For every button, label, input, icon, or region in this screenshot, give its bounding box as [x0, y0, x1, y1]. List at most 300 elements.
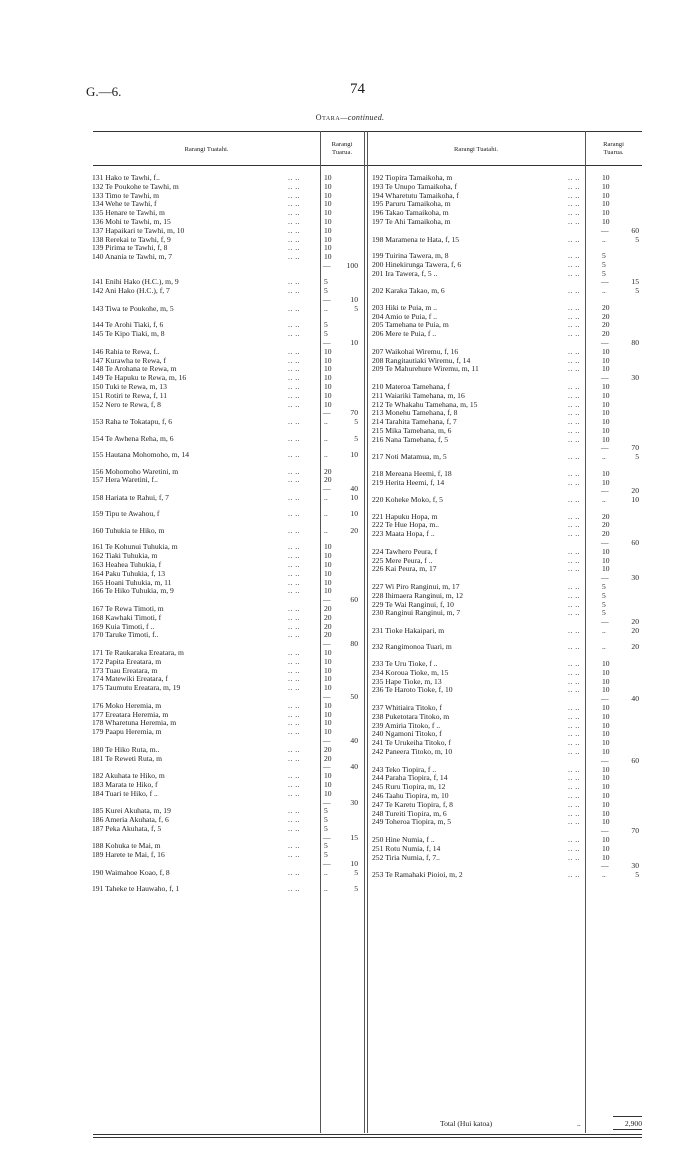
entry-name: 166 Te Hiko Tuhukia, m, 9 [92, 586, 174, 596]
leader-dots: .. .. [568, 667, 580, 677]
subtotal-value: 40 [631, 694, 639, 704]
entry-name: 193 Te Unupo Tamaikoha, f [372, 181, 457, 191]
entry-name: 158 Hariata te Rahui, f, 7 [92, 492, 169, 502]
leader-dots: .. .. [288, 850, 300, 860]
entry-count: .. [324, 433, 328, 443]
entry-count: 5 [324, 320, 328, 330]
entry-count: 10 [602, 720, 610, 730]
leader-dots: .. .. [568, 852, 580, 862]
entry-name: 177 Ereatara Heremia, m [92, 709, 169, 719]
leader-dots: .. .. [568, 843, 580, 853]
leader-dots: .. .. [568, 720, 580, 730]
list-item [92, 885, 362, 894]
entry-count: .. [324, 509, 328, 519]
entry-count: 10 [324, 355, 332, 365]
entry-count: 10 [602, 390, 610, 400]
entry-count: 5 [324, 277, 328, 287]
list-item [92, 305, 362, 314]
subtotal-value: 70 [631, 443, 639, 453]
entry-count: 10 [602, 425, 610, 435]
list-item [372, 496, 642, 505]
leader-dots: .. .. [288, 665, 300, 675]
entry-name: 165 Hoani Tuhukia, m, 11 [92, 577, 172, 587]
leader-dots: .. .. [288, 647, 300, 657]
entry-name: 162 Tiaki Tuhukia, m [92, 551, 158, 561]
entry-count: .. [324, 450, 328, 460]
leader-dots: .. .. [288, 884, 300, 894]
entry-count: 5 [324, 841, 328, 851]
entry-name: 246 Taahu Tiopira, m, 10 [372, 790, 449, 800]
subtotal-rule: — [601, 486, 609, 496]
leader-dots: .. .. [568, 738, 580, 748]
list-item [92, 287, 362, 296]
entry-name: 175 Taumutu Ereatara, m, 19 [92, 683, 181, 693]
entry-name: 219 Herita Heemi, f, 14 [372, 477, 445, 487]
list-item [92, 435, 362, 444]
entry-count: 20 [602, 529, 610, 539]
list-item [372, 453, 642, 462]
entry-name: 148 Te Arohana te Rewa, m [92, 364, 177, 374]
subtotal-rule: — [323, 295, 331, 305]
subtotal-value: 50 [350, 691, 358, 701]
entry-name: 164 Paku Tuhukia, f, 13 [92, 568, 165, 578]
list-item [372, 871, 642, 880]
entry-count: 5 [324, 286, 328, 296]
entry-name: 136 Mohi te Tawhi, m, 15 [92, 216, 171, 226]
entry-count: 5 [602, 582, 606, 592]
leader-dots: .. .. [288, 390, 300, 400]
entry-name: 131 Hako te Tawhi, f.. [92, 173, 160, 182]
entry-name: 152 Nero te Rewa, f, 8 [92, 399, 161, 409]
leader-dots: .. .. [288, 466, 300, 476]
entry-name: 214 Tarahita Tamehana, f, 7 [372, 417, 457, 427]
entry-count: 10 [324, 373, 332, 383]
subtotal-value: 30 [631, 861, 639, 871]
entry-name: 220 Koheke Moko, f, 5 [372, 495, 443, 505]
subtotal-rule: — [601, 277, 609, 287]
subtotal-value: 20 [631, 617, 639, 627]
leader-dots: .. .. [568, 190, 580, 200]
entry-count: 10 [324, 718, 332, 728]
entry-count: 10 [324, 700, 332, 710]
entry-name: 157 Hera Waretini, f.. [92, 475, 158, 485]
entry-name: 200 Hinekirunga Tawera, f, 6 [372, 259, 462, 269]
entry-count: 5 [324, 815, 328, 825]
entry-name: 173 Tuau Ereatara, m [92, 665, 158, 675]
entry-name: 232 Rangimonoa Tuari, m [372, 642, 452, 652]
subtotal-rule: — [323, 691, 331, 701]
table-bottom-rule-2 [93, 1137, 642, 1138]
entry-count: 10 [602, 799, 610, 809]
list-item [92, 851, 362, 860]
leader-dots: .. .. [288, 771, 300, 781]
total-rule-bottom [613, 1129, 642, 1130]
entry-name: 186 Ameria Akuhata, f, 6 [92, 815, 169, 825]
entry-name: 205 Tamehana te Puia, m [372, 320, 449, 330]
entry-count: 10 [324, 243, 332, 253]
entry-count: 5 [324, 806, 328, 816]
entry-name: 215 Mika Tamehana, m, 6 [372, 425, 452, 435]
entry-name: 192 Tiopira Tamaikoha, m [372, 173, 453, 182]
subtotal-value: 20 [631, 626, 639, 635]
subtotal-rule: — [601, 861, 609, 871]
leader-dots: .. .. [288, 656, 300, 666]
subtotal-value: 30 [350, 797, 358, 807]
left-count-header [320, 141, 364, 156]
leader-dots: .. .. [288, 234, 300, 244]
leader-dots: .. .. [288, 753, 300, 763]
entry-name: 160 Tuhukia te Hiko, m [92, 525, 165, 535]
entry-name: 237 Whitiaira Titoko, f [372, 702, 442, 712]
leader-dots: .. .. [288, 841, 300, 851]
entry-count: 10 [324, 399, 332, 409]
entry-count: 10 [602, 173, 610, 182]
leader-dots: .. .. [568, 399, 580, 409]
entry-count: 10 [602, 190, 610, 200]
entry-count: 10 [602, 468, 610, 478]
subtotal-value: 5 [354, 884, 358, 894]
leader-dots: .. .. [568, 495, 580, 505]
entry-name: 206 Mere te Puia, f .. [372, 329, 437, 339]
entry-count: 5 [324, 850, 328, 860]
entry-count: 10 [602, 417, 610, 427]
entry-name: 135 Henare te Tawhi, m [92, 208, 165, 218]
entry-count: 10 [602, 667, 610, 677]
entry-name: 199 Tuirina Tawera, m, 8 [372, 251, 449, 261]
list-item [372, 236, 642, 245]
entry-name: 208 Rangitautiaki Wiremu, f, 14 [372, 355, 471, 365]
subtotal-value: 5 [635, 286, 639, 296]
entry-count: 10 [324, 586, 332, 596]
entry-name: 248 Tureiti Tiopira, m, 6 [372, 808, 447, 818]
entry-name: 161 Te Kohunui Tuhukia, m [92, 542, 178, 552]
entry-count: 10 [324, 709, 332, 719]
subtotal-rule: — [323, 639, 331, 649]
entry-count: 10 [602, 434, 610, 444]
entry-name: 225 Mere Peura, f .. [372, 555, 433, 565]
entry-name: 204 Amio te Puia, f .. [372, 311, 437, 321]
entry-count: 10 [324, 208, 332, 218]
leader-dots: .. .. [288, 542, 300, 552]
entry-count: 10 [602, 729, 610, 739]
entry-name: 142 Ani Hako (H.C.), f, 7 [92, 286, 170, 296]
entry-count: 20 [324, 621, 332, 631]
subtotal-value: 100 [346, 260, 358, 270]
leader-dots: .. .. [288, 225, 300, 235]
subtotal-value: 70 [350, 408, 358, 418]
entry-name: 238 Puketotara Titoko, m [372, 711, 450, 721]
entry-count: 10 [602, 555, 610, 565]
list-item [372, 627, 642, 636]
entry-name: 139 Pirima te Tawhi, f, 8 [92, 243, 168, 253]
entry-name: 183 Marata te Hiko, f [92, 779, 158, 789]
leader-dots: .. .. [288, 621, 300, 631]
subtotal-value: 10 [350, 492, 358, 502]
leader-dots: .. .. [288, 788, 300, 798]
section-continued: —continued. [340, 113, 385, 122]
leader-dots: .. .. [568, 782, 580, 792]
entry-name: 222 Te Hue Hopa, m.. [372, 520, 440, 530]
entry-count: 10 [602, 381, 610, 391]
subtotal-rule: — [323, 762, 331, 772]
entry-count: 10 [602, 764, 610, 774]
subtotal-rule: — [601, 443, 609, 453]
entry-count: 10 [324, 252, 332, 262]
document-ref: G.—6. [86, 84, 122, 99]
entry-name: 253 Te Ramahaki Pioioi, m, 2 [372, 870, 463, 880]
entry-count: 20 [324, 753, 332, 763]
entry-count: .. [602, 642, 606, 652]
entry-count: 10 [602, 738, 610, 748]
entry-name: 181 Te Reweti Ruta, m [92, 753, 162, 763]
subtotal-rule: — [323, 408, 331, 418]
leader-dots: .. .. [288, 492, 300, 502]
leader-dots: .. .. [288, 603, 300, 613]
leader-dots: .. .. [288, 243, 300, 253]
entry-name: 171 Te Raukaraka Ereatara, m [92, 647, 184, 657]
leader-dots: .. .. [288, 286, 300, 296]
subtotal-rule: — [601, 826, 609, 836]
entry-name: 149 Te Hapuku te Rewa, m, 16 [92, 373, 187, 383]
leader-dots: .. .. [568, 173, 580, 182]
leader-dots: .. .. [288, 630, 300, 640]
entry-name: 229 Te Wai Ranginui, f, 10 [372, 599, 454, 609]
leader-dots: .. .. [288, 190, 300, 200]
entry-name: 187 Peka Akuhata, f, 5 [92, 823, 162, 833]
subtotal-rule: — [601, 694, 609, 704]
entry-name: 244 Paraha Tiopira, f, 14 [372, 773, 448, 783]
entry-count: 20 [324, 612, 332, 622]
leader-dots: .. .. [568, 181, 580, 191]
subtotal-rule: — [323, 832, 331, 842]
entry-count: 20 [324, 466, 332, 476]
entry-name: 174 Matewiki Ereatara, f [92, 674, 168, 684]
column-divider-2 [364, 131, 365, 1133]
subtotal-rule: — [323, 797, 331, 807]
entry-count: 10 [324, 381, 332, 391]
entry-count: 10 [602, 852, 610, 862]
leader-dots: .. .. [568, 582, 580, 592]
leader-dots: .. .. [568, 381, 580, 391]
right-name-header: Rarangi Tuatahi. [454, 146, 498, 153]
entry-name: 132 Te Poukohe te Tawhi, m [92, 181, 179, 191]
subtotal-value: 80 [631, 337, 639, 347]
subtotal-value: 60 [631, 538, 639, 548]
entry-name: 207 Waikohai Wiremu, f, 16 [372, 346, 459, 356]
subtotal-rule: — [601, 337, 609, 347]
right-count-header [585, 141, 642, 156]
entry-count: 10 [602, 399, 610, 409]
list-item [92, 755, 362, 764]
list-item [92, 418, 362, 427]
entry-name: 147 Kurawha te Rewa, f [92, 355, 167, 365]
entry-name: 218 Mereana Heemi, f, 18 [372, 468, 452, 478]
entry-count: 10 [602, 181, 610, 191]
leader-dots: .. .. [568, 199, 580, 209]
subtotal-value: 40 [350, 735, 358, 745]
entry-count: 10 [602, 546, 610, 556]
leader-dots: .. .. [568, 520, 580, 530]
entry-count: 10 [324, 225, 332, 235]
entry-count: 20 [602, 329, 610, 339]
subtotal-value: 15 [350, 832, 358, 842]
leader-dots: .. .. [568, 564, 580, 574]
entry-name: 146 Rahia te Rewa, f.. [92, 346, 160, 356]
entry-name: 203 Hiki te Puia, m .. [372, 302, 437, 312]
subtotal-rule: — [601, 373, 609, 383]
entry-count: 5 [602, 268, 606, 278]
entry-name: 163 Heahea Tuhukia, f [92, 559, 162, 569]
leader-dots: .. .. [288, 718, 300, 728]
total-row [372, 1119, 642, 1128]
leader-dots: .. .. [288, 381, 300, 391]
leader-dots: .. .. [568, 286, 580, 296]
subtotal-value: 20 [631, 486, 639, 496]
entry-name: 182 Akuhata te Hiko, m [92, 771, 165, 781]
entry-name: 231 Tioke Hakaipari, m [372, 626, 445, 635]
entry-count: 10 [324, 647, 332, 657]
list-item [92, 728, 362, 737]
leader-dots: .. .. [568, 251, 580, 261]
entry-count: 10 [324, 216, 332, 226]
entry-name: 151 Rotiri te Rewa, f, 11 [92, 390, 168, 400]
entry-name: 155 Hautana Mohomoho, m, 14 [92, 450, 190, 460]
leader-dots: .. .. [568, 764, 580, 774]
list-item [92, 527, 362, 536]
leader-dots: .. .. [288, 199, 300, 209]
entry-name: 242 Paneera Titoko, m, 10 [372, 746, 453, 756]
entry-count: .. [324, 417, 328, 427]
subtotal-rule: — [323, 260, 331, 270]
subtotal-rule: — [601, 538, 609, 548]
leader-dots: .. .. [568, 808, 580, 818]
entry-count: 10 [602, 790, 610, 800]
entry-count: 10 [324, 173, 332, 182]
leader-dots: .. .. [568, 546, 580, 556]
leader-dots: .. .. [568, 799, 580, 809]
leader-dots: .. .. [568, 642, 580, 652]
list-item [92, 330, 362, 339]
entry-count: .. [602, 626, 606, 635]
leader-dots: .. .. [288, 346, 300, 356]
leader-dots: .. .. [568, 702, 580, 712]
entry-count: 10 [324, 656, 332, 666]
leader-dots: .. .. [288, 586, 300, 596]
leader-dots: .. .. [288, 823, 300, 833]
leader-dots: .. .. [568, 599, 580, 609]
entry-name: 226 Kai Peura, m, 17 [372, 564, 437, 574]
leader-dots: .. .. [568, 234, 580, 244]
entry-name: 251 Rotu Numia, f, 14 [372, 843, 441, 853]
entry-name: 211 Waiariki Tamehana, m, 16 [372, 390, 465, 400]
leader-dots: .. .. [568, 452, 580, 462]
subtotal-value: 40 [350, 484, 358, 494]
entry-name: 167 Te Rewa Timoti, m [92, 603, 164, 613]
entry-count: 10 [602, 355, 610, 365]
entry-name: 140 Anania te Tawhi, m, 7 [92, 252, 173, 262]
leader-dots: .. .. [568, 555, 580, 565]
subtotal-value: 40 [350, 762, 358, 772]
entry-count: 10 [324, 577, 332, 587]
entry-count: .. [602, 452, 606, 462]
entry-count: 10 [602, 685, 610, 695]
subtotal-rule: — [601, 617, 609, 627]
entry-count: 10 [324, 551, 332, 561]
subtotal-value: 10 [350, 337, 358, 347]
subtotal-value: 5 [635, 234, 639, 244]
leader-dots: .. .. [568, 355, 580, 365]
entry-name: 234 Koroua Tioke, m, 15 [372, 667, 449, 677]
subtotal-rule: — [601, 225, 609, 235]
leader-dots: .. .. [288, 815, 300, 825]
leader-dots: .. .. [288, 216, 300, 226]
right-count-header-line2: Tuarua. [603, 148, 624, 156]
entry-count: 20 [324, 603, 332, 613]
entry-count: 10 [602, 808, 610, 818]
entry-count: 10 [602, 702, 610, 712]
leader-dots: .. .. [568, 477, 580, 487]
subtotal-value: 10 [350, 295, 358, 305]
entry-name: 143 Tiwa te Poukohe, m, 5 [92, 303, 174, 313]
entry-name: 247 Te Karetu Tiopira, f, 8 [372, 799, 453, 809]
leader-dots: .. .. [288, 700, 300, 710]
leader-dots: .. .. [288, 867, 300, 877]
entry-count: 10 [324, 199, 332, 209]
entry-name: 184 Tuari te Hiko, f .. [92, 788, 158, 798]
entry-count: 5 [602, 590, 606, 600]
entry-count: 10 [602, 408, 610, 418]
leader-dots: .. .. [288, 612, 300, 622]
leader-dots: .. .. [568, 834, 580, 844]
entry-count: .. [602, 870, 606, 880]
entry-count: 10 [324, 190, 332, 200]
entry-count: 10 [324, 559, 332, 569]
entry-count: 5 [324, 823, 328, 833]
entry-name: 227 Wi Piro Ranginui, m, 17 [372, 582, 460, 592]
subtotal-rule: — [323, 595, 331, 605]
right-column-list [372, 174, 642, 880]
list-item [372, 643, 642, 652]
entry-name: 154 Te Awhena Reha, m, 6 [92, 433, 174, 443]
entry-count: 10 [602, 843, 610, 853]
leader-dots: .. .. [568, 729, 580, 739]
entry-name: 209 Te Mahurehure Wiremu, m, 11 [372, 364, 479, 374]
leader-dots: .. .. [568, 320, 580, 330]
leader-dots: .. .. [568, 773, 580, 783]
entry-name: 230 Ranginui Ranginui, m, 7 [372, 608, 461, 618]
entry-name: 216 Nana Tamehana, f, 5 [372, 434, 449, 444]
leader-dots: .. .. [568, 417, 580, 427]
entry-name: 202 Karaka Takao, m, 6 [372, 286, 445, 296]
entry-name: 153 Raha te Tokatapu, f, 6 [92, 417, 173, 427]
subtotal-value: 10 [631, 495, 639, 505]
entry-count: 10 [602, 364, 610, 374]
leader-dots: .. .. [568, 208, 580, 218]
entry-name: 223 Maata Hopa, f .. [372, 529, 435, 539]
left-count-header-line1: Rarangi [331, 141, 353, 148]
list-item [372, 287, 642, 296]
entry-name: 212 Te Whakahu Tamehana, m, 15 [372, 399, 478, 409]
entry-name: 178 Wharetuna Heremia, m [92, 718, 177, 728]
entry-name: 217 Noti Matamua, m, 5 [372, 452, 447, 462]
entry-count: 10 [602, 658, 610, 668]
entry-name: 185 Kurei Akuhata, m, 19 [92, 806, 171, 816]
leader-dots: .. .. [288, 450, 300, 460]
entry-count: 10 [602, 782, 610, 792]
leader-dots: .. .. [288, 551, 300, 561]
entry-count: 10 [324, 364, 332, 374]
entry-count: .. [324, 867, 328, 877]
